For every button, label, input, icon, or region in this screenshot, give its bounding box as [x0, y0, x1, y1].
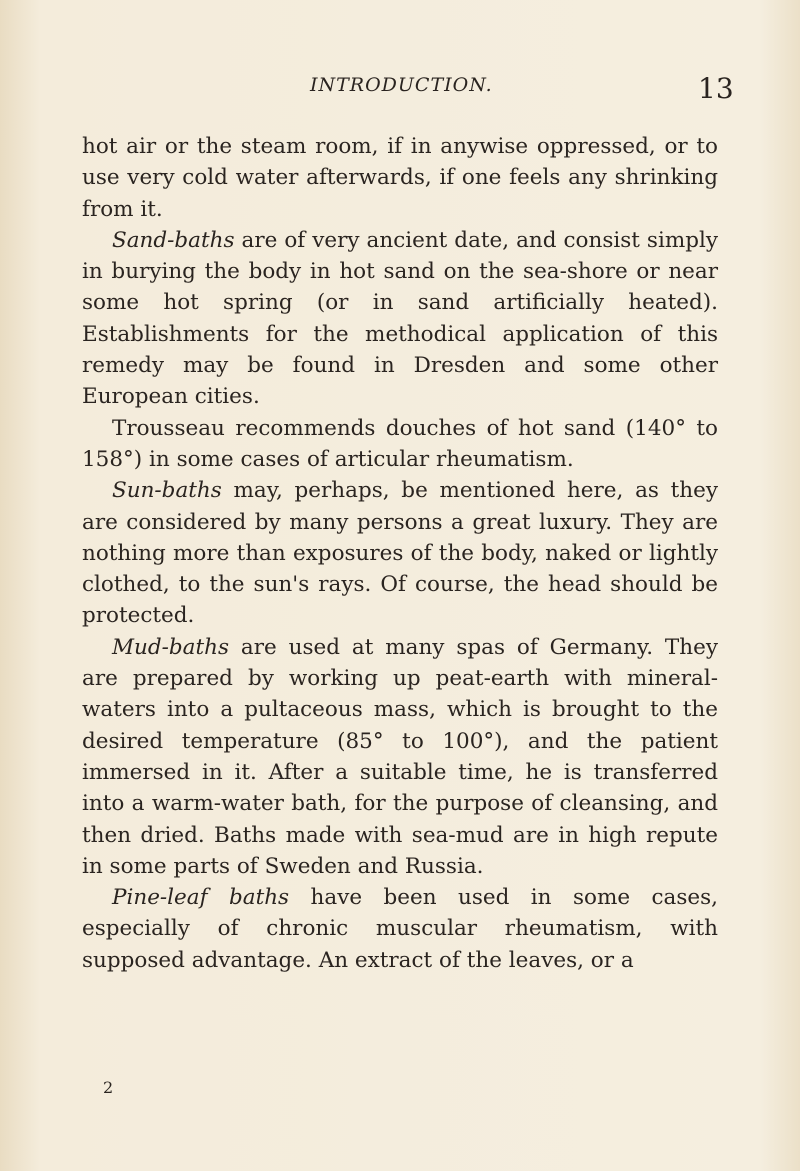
paragraph-continuation: [82, 131, 718, 225]
paragraph-sand-baths: [82, 225, 718, 413]
paragraph-text: have been used in some cases, especially of chronic muscular rheumatism, with supposed advantage. An extract of the leaves, or a: [82, 885, 718, 973]
paragraph-term: Mud-baths: [112, 634, 229, 660]
paragraph-text: may, perhaps, be mentioned here, as they are considered by many persons a great luxury. They are nothing more than exposures of the body, naked or lightly clothed, to the sun's rays. Of course, the head should be protected.: [82, 478, 718, 629]
paragraph-text: are of very ancient date, and consist simply in burying the body in hot sand on the sea-shore or near some hot spring (or in sand artificially heated). Establishments for the methodical application of this remedy may be found in Dresden and some other European cities.: [82, 227, 718, 410]
page-header: [0, 64, 800, 104]
paragraph-sun-baths: [82, 475, 718, 631]
body-text: [82, 131, 718, 976]
paragraph-term: Pine-leaf baths: [112, 885, 290, 911]
running-head: INTRODUCTION.: [310, 74, 493, 96]
paragraph-mud-baths: [82, 632, 718, 882]
paragraph-term: Sand-baths: [112, 227, 235, 253]
signature-mark: 2: [103, 1078, 114, 1097]
paragraph-term: Sun-baths: [112, 478, 222, 504]
paragraph-trousseau: [82, 413, 718, 476]
paragraph-text: are used at many spas of Germany. They are prepared by working up peat-earth with mineral-waters into a pultaceous mass, which is brought to the desired temperature (85° to 100°), and the patient immersed in it. After a suitable time, he is transferred into a warm-water bath, for the purpose of cleansing, and then dried. Baths made with sea-mud are in high repute in some parts of Sweden and Russia.: [82, 634, 718, 879]
paragraph-text: hot air or the steam room, if in anywise oppressed, or to use very cold water afterwards, if one feels any shrinking from it.: [82, 134, 718, 222]
paragraph-pine-leaf-baths: [82, 882, 718, 976]
page-number: 13: [698, 72, 734, 105]
paragraph-text: Trousseau recommends douches of hot sand (140° to 158°) in some cases of articular rheumatism.: [82, 415, 718, 472]
